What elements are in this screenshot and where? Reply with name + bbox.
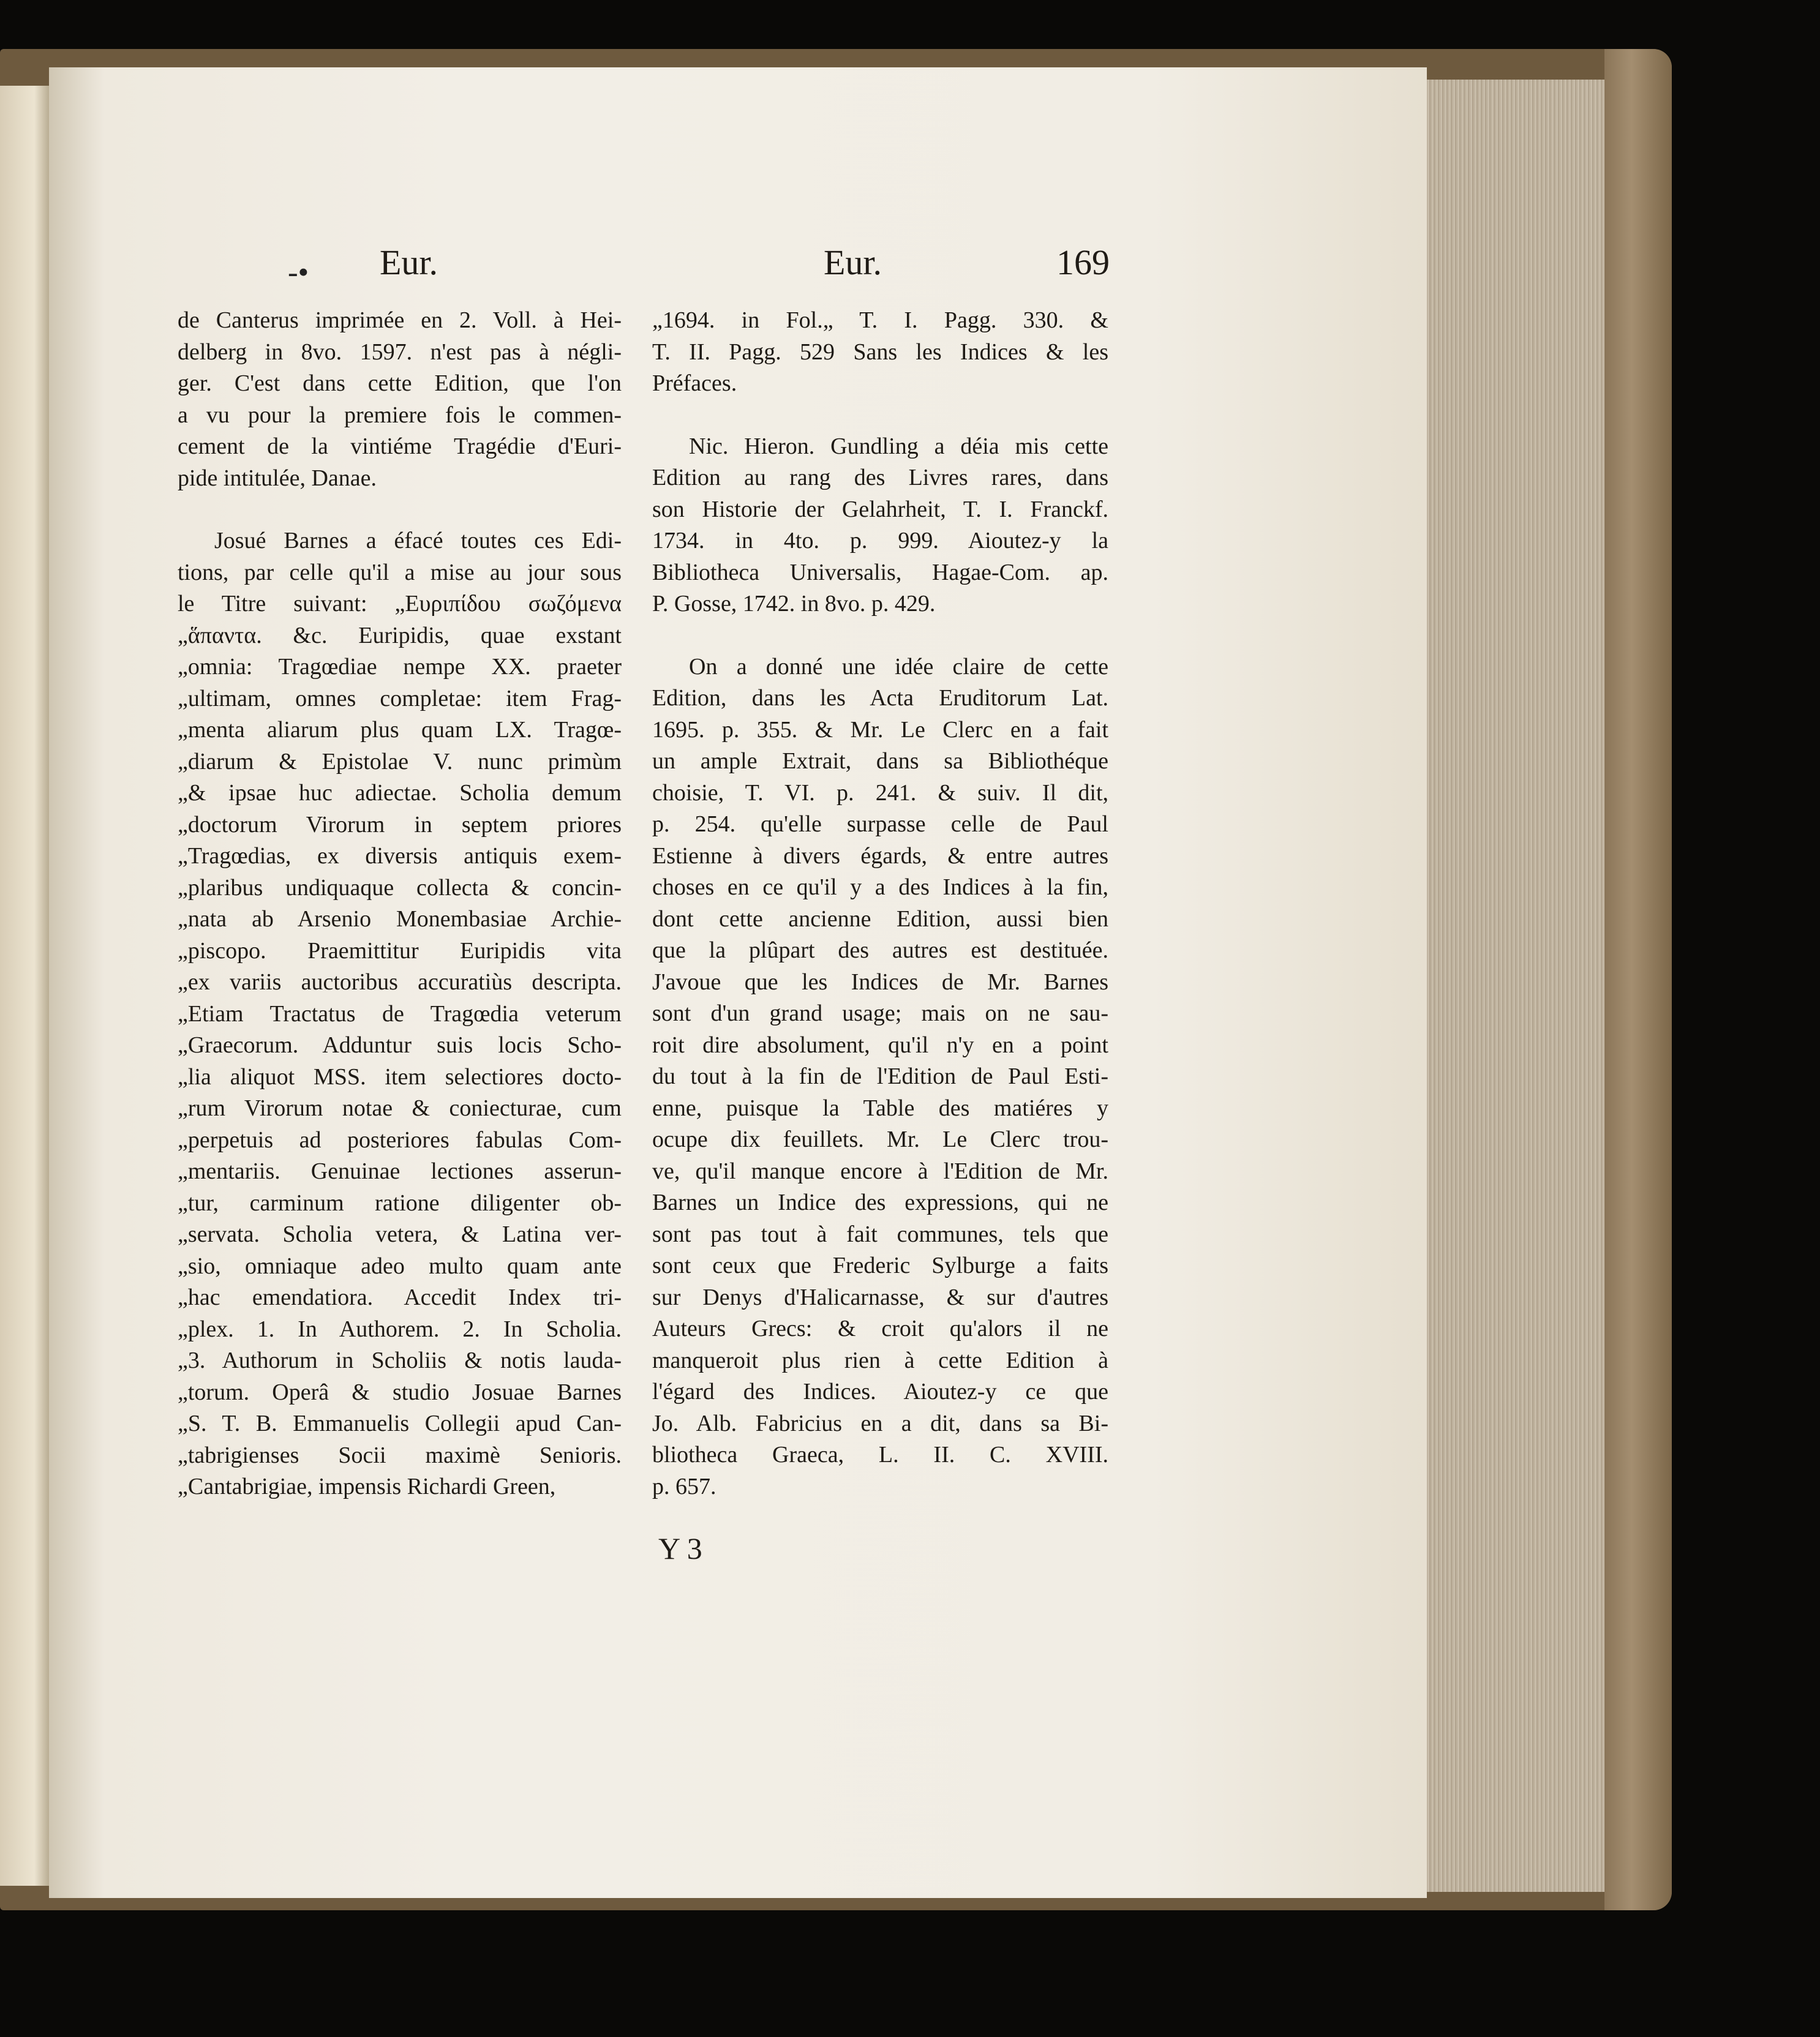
text-line: „sio, omniaque adeo multo quam ante [178, 1253, 622, 1279]
text-line: „ex variis auctoribus accuratiùs descripta. [178, 969, 622, 995]
text-line: p. 657. [652, 1473, 716, 1499]
text-line: Barnes un Indice des expressions, qui ne [652, 1190, 1108, 1215]
text-line: roit dire absolument, qu'il n'y en a point [652, 1032, 1108, 1058]
text-line: „plaribus undiquaque collecta & concin- [178, 874, 622, 901]
text-line: pide intitulée, Danae. [178, 465, 377, 491]
text-line: P. Gosse, 1742. in 8vo. p. 429. [652, 591, 936, 617]
text-line: Edition, dans les Acta Eruditorum Lat. [652, 685, 1108, 711]
text-line: le Titre suivant: „Ευριπίδου σωζόμενα [178, 591, 622, 617]
text-line: „Cantabrigiae, impensis Richardi Green, [178, 1474, 556, 1499]
ornament-mark: -• [288, 255, 309, 289]
text-line: „perpetuis ad posteriores fabulas Com- [178, 1127, 622, 1153]
text-line: Jo. Alb. Fabricius en a dit, dans sa Bi- [652, 1410, 1108, 1436]
text-line: Edition au rang des Livres rares, dans [652, 465, 1108, 490]
paragraph [178, 305, 622, 494]
text-line: „lia aliquot MSS. item selectiores docto- [178, 1064, 622, 1090]
text-line: „diarum & Epistolae V. nunc primùm [178, 748, 622, 775]
paragraph-gap [652, 400, 1108, 431]
text-line: „1694. in Fol.„ T. I. Pagg. 330. & [652, 307, 1108, 333]
text-line: „S. T. B. Emmanuelis Collegii apud Can- [178, 1411, 622, 1436]
book-cover-edge [1604, 49, 1672, 1910]
page-fore-edge [1427, 80, 1604, 1892]
text-line: „3. Authorum in Scholiis & notis lauda- [178, 1348, 622, 1373]
text-line: „tur, carminum ratione diligenter ob- [178, 1190, 622, 1216]
text-line: sont d'un grand usage; mais on ne sau- [652, 1000, 1108, 1026]
text-line: „ἅπαντα. &c. Euripidis, quae exstant [178, 622, 622, 648]
text-line: T. II. Pagg. 529 Sans les Indices & les [652, 339, 1108, 365]
text-line: „& ipsae huc adiectae. Scholia demum [178, 780, 622, 806]
text-line: manqueroit plus rien à cette Edition à [652, 1347, 1108, 1373]
running-head-left: Eur. [380, 242, 438, 282]
text-line: „Graecorum. Adduntur suis locis Scho- [178, 1032, 622, 1058]
text-line: que la plûpart des autres est destituée. [652, 937, 1108, 963]
text-line: sur Denys d'Halicarnasse, & sur d'autres [652, 1284, 1108, 1310]
paragraph [652, 305, 1108, 400]
text-line: ger. C'est dans cette Edition, que l'on [178, 370, 622, 396]
text-line: „menta aliarum plus quam LX. Tragœ- [178, 717, 622, 743]
facing-page-edge [0, 86, 49, 1886]
paragraph [178, 525, 622, 1503]
page-number: 169 [1056, 242, 1110, 282]
text-line: „rum Virorum notae & coniecturae, cum [178, 1095, 622, 1121]
text-line: dont cette ancienne Edition, aussi bien [652, 906, 1108, 932]
text-line: cement de la vintiéme Tragédie d'Euri- [178, 433, 622, 459]
text-line: „doctorum Virorum in septem priores [178, 811, 622, 838]
text-line: Estienne à divers égards, & entre autres [652, 842, 1108, 869]
text-line: Josué Barnes a éfacé toutes ces Edi- [214, 528, 622, 553]
text-line: ocupe dix feuillets. Mr. Le Clerc trou- [652, 1127, 1108, 1152]
text-line: „tabrigienses Socii maximè Senioris. [178, 1442, 622, 1468]
text-line: bliotheca Graeca, L. II. C. XVIII. [652, 1442, 1108, 1468]
text-line: „plex. 1. In Authorem. 2. In Scholia. [178, 1316, 622, 1342]
text-line: du tout à la fin de l'Edition de Paul Esti- [652, 1064, 1108, 1089]
text-line: ve, qu'il manque encore à l'Edition de Mr. [652, 1158, 1108, 1184]
text-line: Nic. Hieron. Gundling a déia mis cette [689, 433, 1108, 459]
text-line: delberg in 8vo. 1597. n'est pas à négli- [178, 339, 622, 365]
paragraph [652, 431, 1108, 620]
text-line: „Tragœdias, ex diversis antiquis exem- [178, 843, 622, 869]
text-line: choses en ce qu'il y a des Indices à la fin, [652, 874, 1108, 900]
paragraph-gap [178, 494, 622, 525]
text-line: „nata ab Arsenio Monembasiae Archie- [178, 906, 622, 932]
text-line: Auteurs Grecs: & croit qu'alors il ne [652, 1316, 1108, 1341]
text-line: p. 254. qu'elle surpasse celle de Paul [652, 811, 1108, 837]
text-line: „Etiam Tractatus de Tragœdia veterum [178, 1000, 622, 1027]
text-line: l'égard des Indices. Aioutez-y ce que [652, 1379, 1108, 1405]
left-text-column [178, 305, 622, 1503]
text-line: sont pas tout à fait communes, tels que [652, 1221, 1108, 1247]
right-text-column [652, 305, 1108, 1502]
text-line: Bibliotheca Universalis, Hagae-Com. ap. [652, 559, 1108, 585]
text-line: On a donné une idée claire de cette [689, 653, 1108, 680]
text-line: un ample Extrait, dans sa Bibliothéque [652, 748, 1108, 774]
text-line: Préfaces. [652, 370, 737, 396]
paragraph-gap [652, 620, 1108, 651]
text-line: sont ceux que Frederic Sylburge a faits [652, 1253, 1108, 1278]
text-line: de Canterus imprimée en 2. Voll. à Hei- [178, 307, 622, 333]
text-line: „omnia: Tragœdiae nempe XX. praeter [178, 654, 622, 680]
running-head-center: Eur. [824, 242, 882, 282]
text-line: enne, puisque la Table des matiéres y [652, 1095, 1108, 1121]
text-line: a vu pour la premiere fois le commen- [178, 402, 622, 428]
text-line: choisie, T. VI. p. 241. & suiv. Il dit, [652, 779, 1108, 806]
text-line: „piscopo. Praemittitur Euripidis vita [178, 937, 622, 964]
text-line: „servata. Scholia vetera, & Latina ver- [178, 1221, 622, 1247]
text-line: 1695. p. 355. & Mr. Le Clerc en a fait [652, 716, 1108, 743]
text-line: tions, par celle qu'il a mise au jour sous [178, 559, 622, 585]
text-line: „hac emendatiora. Accedit Index tri- [178, 1285, 622, 1310]
text-line: „mentariis. Genuinae lectiones asserun- [178, 1158, 622, 1184]
paragraph [652, 651, 1108, 1503]
signature-mark: Y 3 [658, 1531, 702, 1566]
text-line: „ultimam, omnes completae: item Frag- [178, 685, 622, 711]
text-line: „torum. Operâ & studio Josuae Barnes [178, 1379, 622, 1405]
text-line: J'avoue que les Indices de Mr. Barnes [652, 969, 1108, 995]
text-line: 1734. in 4to. p. 999. Aioutez-y la [652, 528, 1108, 553]
text-line: son Historie der Gelahrheit, T. I. Franckf. [652, 496, 1108, 522]
